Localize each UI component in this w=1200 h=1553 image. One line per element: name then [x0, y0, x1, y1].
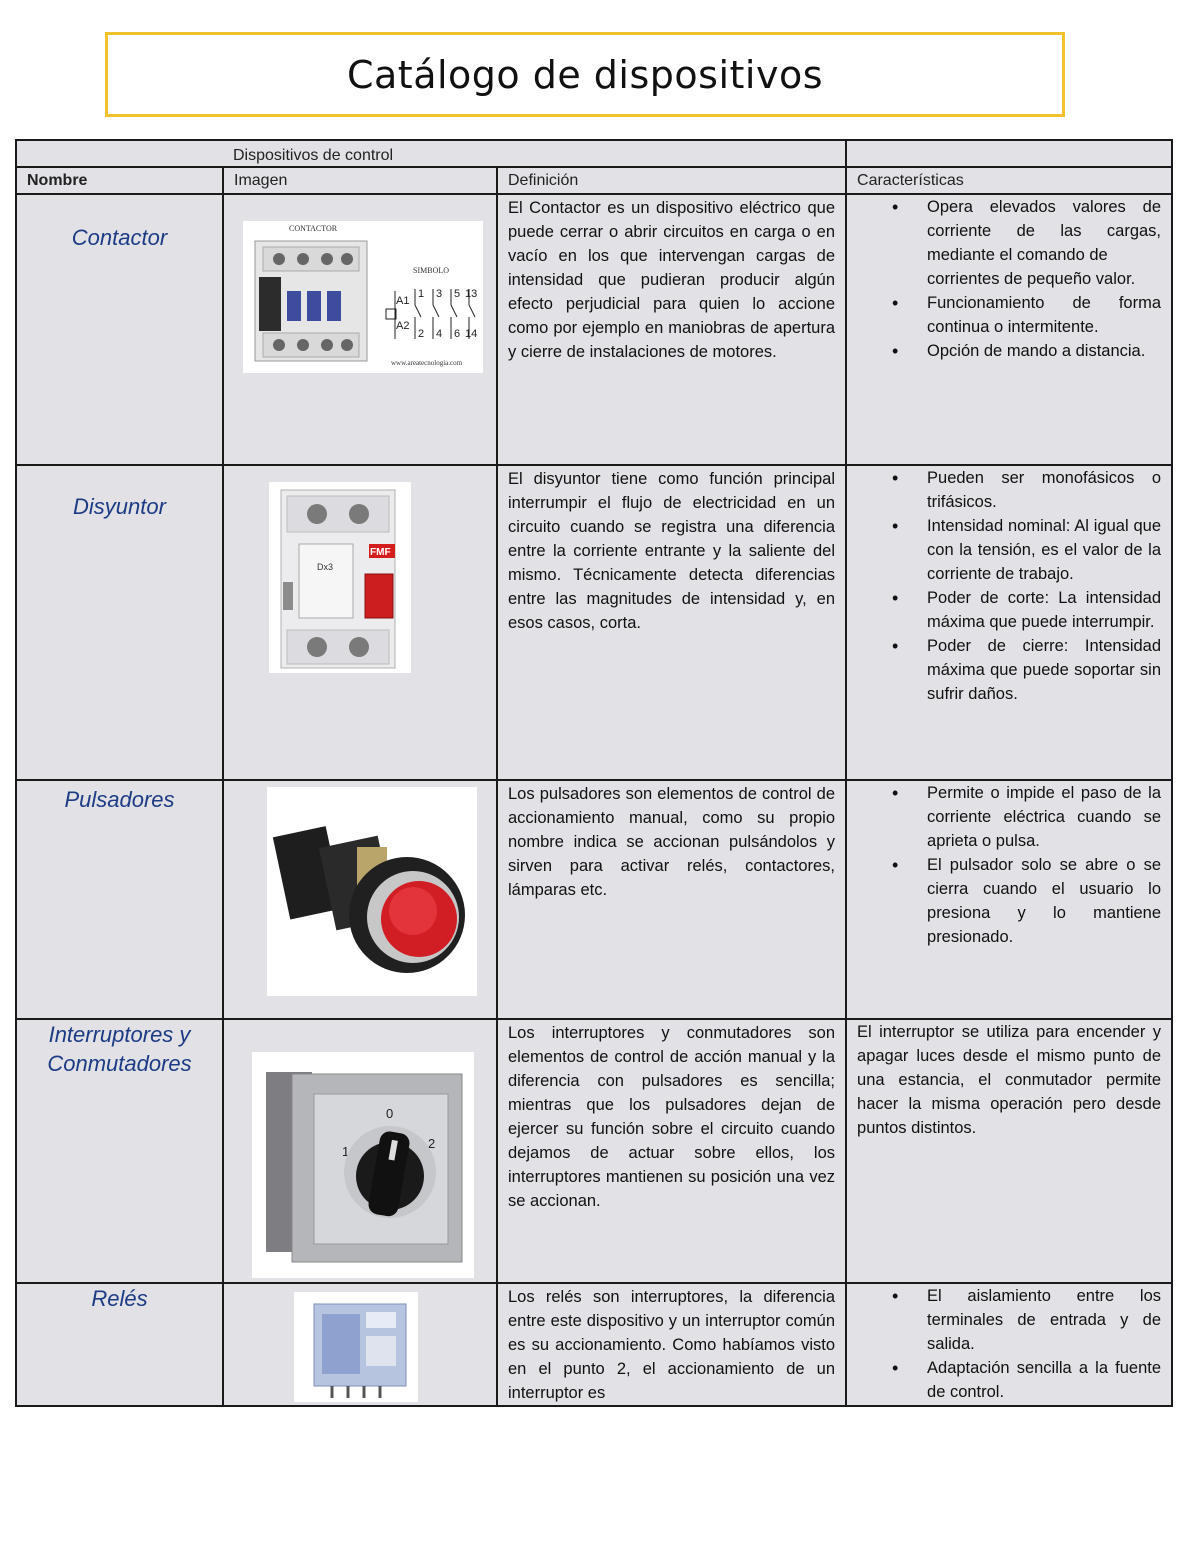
list-item: • Poder de corte: La intensidad máxima que puede interrumpir.: [927, 586, 1161, 634]
col-header-characteristics: Características: [846, 167, 1172, 194]
device-image-cell: [223, 1283, 497, 1406]
table-row: [16, 465, 1172, 780]
contactor-photo: [243, 221, 483, 373]
terminal-label: 4: [436, 328, 443, 340]
device-name: Disyuntor: [16, 465, 223, 780]
device-definition: Los pulsadores son elementos de control de accionamiento manual, como su propio nombre indica se accionan pulsándolos y sirven para activar relés, contactores, lámparas etc.: [497, 780, 846, 1019]
page-title: Catálogo de dispositivos: [346, 52, 824, 97]
table-row: [16, 1019, 1172, 1283]
list-item: • El pulsador solo se abre o se cierra cuando el usuario lo presiona y lo mantiene presionado.: [927, 853, 1161, 949]
device-characteristics: [846, 1283, 1172, 1406]
position-label: 1: [342, 1144, 350, 1159]
position-label: 2: [428, 1136, 436, 1151]
device-image-cell: [223, 465, 497, 780]
device-image-cell: [223, 194, 497, 465]
terminal-label: 1: [418, 288, 425, 300]
terminal-label: 6: [454, 328, 461, 340]
conmutador-photo: [252, 1052, 474, 1278]
disyuntor-photo: [269, 482, 411, 673]
photo-caption: CONTACTOR: [289, 224, 338, 233]
group-header: Dispositivos de control: [223, 140, 846, 167]
list-item: • Opera elevados valores de corriente de las cargas, mediante el comando de corrientes de pequeño valor.: [927, 195, 1161, 291]
terminal-label: A1: [396, 295, 410, 307]
column-header-row: [16, 167, 1172, 194]
list-item: • Pueden ser monofásicos o trifásicos.: [927, 466, 1161, 514]
device-definition: Los interruptores y conmutadores son elementos de control de acción manual y la diferencia con pulsadores es sencilla; mientras que los pulsadores dejan de ejercer su función sobre el circuito cuando dejamos de actuar sobre ellos, los interruptores mantienen su posición una vez se accionan.: [497, 1019, 846, 1283]
rele-photo: [294, 1292, 418, 1402]
photo-url: www.areatecnologia.com: [391, 359, 463, 367]
list-item: • Opción de mando a distancia.: [927, 339, 1161, 363]
device-name: Contactor: [16, 194, 223, 465]
symbol-label: SIMBOLO: [413, 266, 450, 275]
terminal-label: 5: [454, 288, 461, 300]
list-item: • Funcionamiento de forma continua o intermitente.: [927, 291, 1161, 339]
terminal-label: 14: [465, 328, 478, 340]
table-row: [16, 194, 1172, 465]
col-header-definition: Definición: [497, 167, 846, 194]
position-label: 0: [386, 1106, 394, 1121]
rating-label: Dx3: [317, 562, 334, 572]
col-header-image: Imagen: [223, 167, 497, 194]
device-characteristics: [846, 194, 1172, 465]
device-name: Relés: [16, 1283, 223, 1406]
device-definition: El Contactor es un dispositivo eléctrico que puede cerrar o abrir circuitos en carga o en vacío en los que intervengan cargas de intensidad que pudieran producir algún efecto perjudicial para quien lo accione como por ejemplo en maniobras de apertura y cierre de instalaciones de motores.: [497, 194, 846, 465]
list-item: • Permite o impide el paso de la corriente eléctrica cuando se aprieta o pulsa.: [927, 781, 1161, 853]
device-definition: Los relés son interruptores, la diferencia entre este dispositivo y un interruptor común es su accionamiento. Como habíamos visto en el punto 2, el accionamiento de un interruptor es: [497, 1283, 846, 1406]
terminal-label: 13: [465, 288, 478, 300]
device-definition: El disyuntor tiene como función principal interrumpir el flujo de electricidad en un circuito cuando se registra una diferencia entre la corriente entrante y la saliente del mismo. Técnicamente detecta diferencias entre las magnitudes de intensidad y, en esos casos, corta.: [497, 465, 846, 780]
list-item: • Intensidad nominal: Al igual que con la tensión, es el valor de la corriente de trabajo.: [927, 514, 1161, 586]
device-name: Pulsadores: [16, 780, 223, 1019]
table-row: [16, 1283, 1172, 1406]
device-image-cell: [223, 780, 497, 1019]
list-item: • Poder de cierre: Intensidad máxima que puede soportar sin sufrir daños.: [927, 634, 1161, 706]
group-header-row: [16, 140, 1172, 167]
device-characteristics: [846, 465, 1172, 780]
title-box: [105, 32, 1065, 117]
device-image-cell: [223, 1019, 497, 1283]
list-item: • El aislamiento entre los terminales de entrada y de salida.: [927, 1284, 1161, 1356]
terminal-label: 2: [418, 328, 425, 340]
device-characteristics: [846, 780, 1172, 1019]
col-header-name: Nombre: [16, 167, 223, 194]
list-item: • Adaptación sencilla a la fuente de control.: [927, 1356, 1161, 1404]
device-characteristics: El interruptor se utiliza para encender y apagar luces desde el mismo punto de una estancia, el conmutador permite hacer la misma operación pero desde puntos distintos.: [846, 1019, 1172, 1283]
table-row: [16, 780, 1172, 1019]
terminal-label: A2: [396, 320, 410, 332]
brand-label: FMF: [370, 547, 391, 558]
terminal-label: 3: [436, 288, 443, 300]
device-catalog-table: [15, 139, 1173, 1407]
pulsador-photo: [267, 787, 477, 996]
device-name: Interruptores y Conmutadores: [16, 1019, 223, 1283]
